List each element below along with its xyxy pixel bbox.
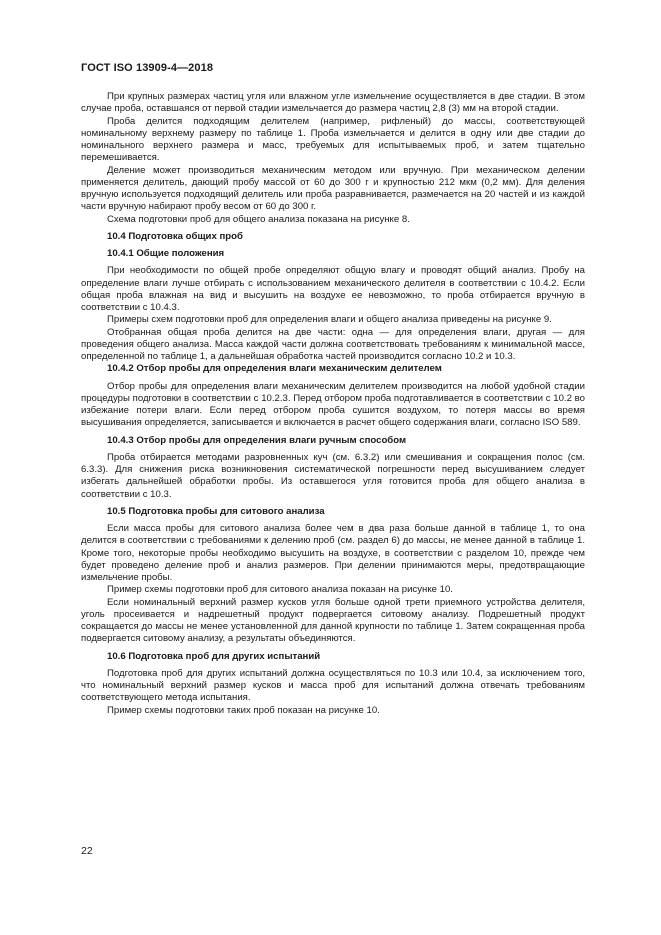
paragraph: Деление может производиться механическим методом или вручную. При механическом делении применяется делитель, дающий пробу массой от 60 до 300 г и крупностью 212 мкм (0,2 мм). Для деления вручную используется подходящий делитель или проба разравнивается, размечается на 20 частей и из каждой части вручную набирают пробу весом от 60 до 300 г.	[81, 164, 585, 213]
paragraph: Если номинальный верхний размер кусков угля больше одной трети приемного устройства делителя, уголь просеивается и надрешетный продукт подвергается ситовому анализу. Подрешетный продукт сокращается до массы не менее установленной для данной крупности по таблице 1. Затем сокращенная проба подвергается ситовому анализу, а результаты объединяются.	[81, 596, 585, 645]
paragraph: Подготовка проб для других испытаний должна осуществляться по 10.3 или 10.4, за исключением того, что номинальный верхний размер кусков и масса проб для испытаний должна отвечать требованиям соответствующего метода испытания.	[81, 667, 585, 704]
section-heading-10-4-1: 10.4.1 Общие положения	[107, 248, 225, 259]
paragraph: Пример схемы подготовки проб для ситового анализа показан на рисунке 10.	[107, 584, 453, 596]
document-body	[81, 91, 585, 717]
page-number: 22	[81, 845, 93, 857]
paragraph: Пример схемы подготовки таких проб показан на рисунке 10.	[107, 704, 380, 716]
section-heading-10-4: 10.4 Подготовка общих проб	[107, 230, 243, 242]
paragraph: Схема подготовки проб для общего анализа показана на рисунке 8.	[107, 213, 410, 225]
section-heading-10-4-3: 10.4.3 Отбор пробы для определения влаги ручным способом	[107, 434, 407, 446]
section-heading-10-6: 10.6 Подготовка проб для других испытаний	[107, 650, 321, 662]
document-header: ГОСТ ISO 13909-4—2018	[81, 62, 214, 74]
paragraph: При необходимости по общей пробе определяют общую влагу и проводят общий анализ. Пробу на определение влаги лучше отбирать с использованием механического делителя в соответствии с 10.4.2. Если общая проба влажная на вид и высушить на воздухе ее невозможно, то проба отбирается вручную в соответствии с 10.4.3.	[81, 265, 585, 313]
paragraph: При крупных размерах частиц угля или влажном угле измельчение осуществляется в две стадии. В этом случае проба, оставшаяся от первой стадии измельчается до размера частиц 2,8 (3) мм на второй стадии.	[81, 91, 585, 115]
section-heading-10-5: 10.5 Подготовка пробы для ситового анализа	[107, 505, 325, 517]
paragraph: Если масса пробы для ситового анализа более чем в два раза больше данной в таблице 1, то она делится в соответствии с требованиями к делению проб (см. раздел 6) до массы, не менее данной в таблице 1. Кроме того, некоторые пробы необходимо высушить на воздухе, в соответствии с разделом 10, прежде чем будет проведено деление проб и анализ размеров. При делении принимаются меры, предотвращающие измельчение пробы.	[81, 523, 585, 583]
paragraph: Проба делится подходящим делителем (например, рифленый) до массы, соответствующей номинальному верхнему размеру по таблице 1. Проба измельчается и делится в одну или две стадии до номинального верхнего размера и масс, требуемых для испытываемых проб, и затем тщательно перемешивается.	[81, 115, 585, 164]
paragraph: Примеры схем подготовки проб для определения влаги и общего анализа приведены на рисунке 9.	[107, 314, 552, 326]
paragraph: Отбор пробы для определения влаги механическим делителем производится на любой удобной стадии процедуры подготовки в соответствии с 10.2.3. Перед отбором проба подготавливается в соответствии с 10.2 во избежание потери влаги. Если перед отбором проба сушится воздухом, то потеря массы во время высушивания определяется, записывается и включается в расчет общего содержания влаги, согласно ISO 589.	[81, 380, 585, 429]
paragraph: Проба отбирается методами разровненных куч (см. 6.3.2) или смешивания и сокращения полос (см. 6.3.3). Для снижения риска возникновения систематической погрешности перед высушиванием следует избегать дальнейшей обработки пробы. Из оставшегося угля готовится проба для общего анализа в соответствии с 10.3.	[81, 451, 585, 500]
section-heading-10-4-2: 10.4.2 Отбор пробы для определения влаги механическим делителем	[107, 363, 442, 375]
paragraph: Отобранная общая проба делится на две части: одна — для определения влаги, другая — для проведения общего анализа. Масса каждой части должна соответствовать требованиям к минимальной массе, определенной по таблице 1, а дальнейшая обработка частей производится согласно 10.2 и 10.3.	[81, 326, 585, 362]
